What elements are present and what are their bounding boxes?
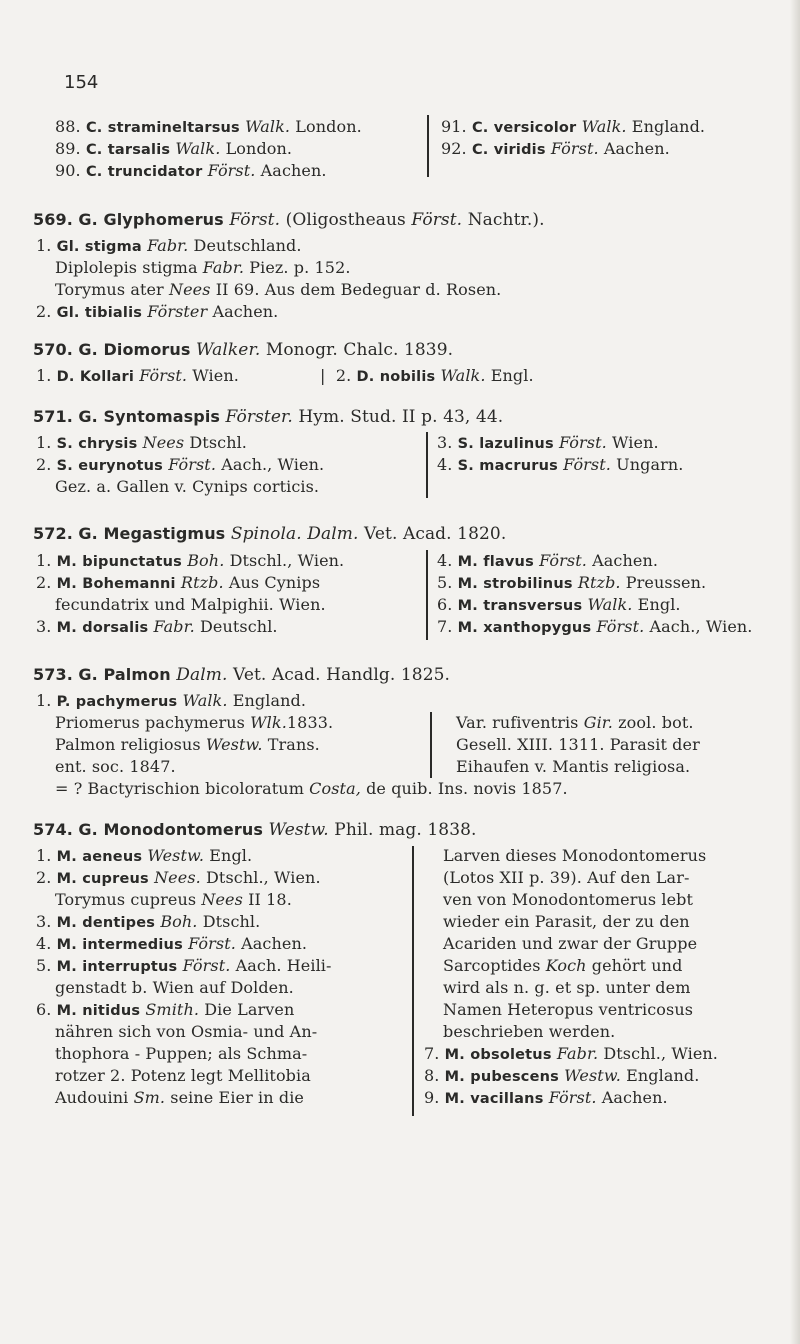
genus-heading-569: 569. G. Glyphomerus Först. (Oligostheaus Först. Nachtr.). xyxy=(33,210,545,230)
species-line: 1. D. Kollari Först. Wien. xyxy=(36,366,239,385)
continuation-line: Eihaufen v. Mantis religiosa. xyxy=(456,757,691,776)
synonym-line: Diplolepis stigma Fabr. Piez. p. 152. xyxy=(55,258,351,277)
continuation-line: Gez. a. Gallen v. Cynips corticis. xyxy=(55,477,320,496)
species-line: 7. M. obsoletus Fabr. Dtschl., Wien. xyxy=(424,1044,718,1063)
species-line: 4. M. flavus Först. Aachen. xyxy=(437,551,659,570)
species-line: 3. S. lazulinus Först. Wien. xyxy=(437,433,659,452)
synonym-line: Torymus ater Nees II 69. Aus dem Bedeguar d. Rosen. xyxy=(55,280,502,299)
species-line: 2. Gl. tibialis Förster Aachen. xyxy=(36,302,279,321)
continuation-line: Larven dieses Monodontomerus xyxy=(443,846,707,865)
species-line: 4. M. intermedius Först. Aachen. xyxy=(36,934,308,953)
species-line: 2. S. eurynotus Först. Aach., Wien. xyxy=(36,455,325,474)
genus-heading-571: 571. G. Syntomaspis Förster. Hym. Stud. II p. 43, 44. xyxy=(33,407,504,427)
synonym-line: = ? Bactyrischion bicoloratum Costa, de quib. Ins. novis 1857. xyxy=(55,779,568,798)
continuation-line: ent. soc. 1847. xyxy=(55,757,176,776)
continuation-line: rotzer 2. Potenz legt Mellitobia xyxy=(55,1066,311,1085)
species-line: 1. S. chrysis Nees Dtschl. xyxy=(36,433,247,452)
species-line: 2. M. Bohemanni Rtzb. Aus Cynips xyxy=(36,573,321,592)
column-divider xyxy=(426,550,428,640)
continuation-line: beschrieben werden. xyxy=(443,1022,616,1041)
species-line: 3. M. dorsalis Fabr. Deutschl. xyxy=(36,617,278,636)
species-line: 2. M. cupreus Nees. Dtschl., Wien. xyxy=(36,868,321,887)
synonym-line: Priomerus pachymerus Wlk.1833. xyxy=(55,713,334,732)
column-divider xyxy=(430,712,432,778)
genus-heading-572: 572. G. Megastigmus Spinola. Dalm. Vet. Acad. 1820. xyxy=(33,524,507,544)
continuation-line: fecundatrix und Malpighii. Wien. xyxy=(55,595,326,614)
continuation-line: ven von Monodontomerus lebt xyxy=(443,890,694,909)
synonym-line: Palmon religiosus Westw. Trans. xyxy=(55,735,320,754)
species-line: 4. S. macrurus Först. Ungarn. xyxy=(437,455,684,474)
genus-heading-574: 574. G. Monodontomerus Westw. Phil. mag. 1838. xyxy=(33,820,477,840)
species-line: 1. P. pachymerus Walk. England. xyxy=(36,691,307,710)
page-edge-shadow xyxy=(790,0,800,1344)
genus-heading-570: 570. G. Diomorus Walker. Monogr. Chalc. 1839. xyxy=(33,340,454,360)
page-number: 154 xyxy=(64,72,99,93)
entry-90: 90. C. truncidator Först. Aachen. xyxy=(55,161,327,180)
variety-line: Var. rufiventris Gir. zool. bot. xyxy=(456,713,694,732)
species-line: 1. M. aeneus Westw. Engl. xyxy=(36,846,253,865)
species-line: 7. M. xanthopygus Först. Aach., Wien. xyxy=(437,617,753,636)
continuation-line: Namen Heteropus ventricosus xyxy=(443,1000,694,1019)
continuation-line: wird als n. g. et sp. unter dem xyxy=(443,978,691,997)
continuation-line: Audouini Sm. seine Eier in die xyxy=(55,1088,304,1107)
species-line: 5. M. interruptus Först. Aach. Heili- xyxy=(36,956,332,975)
species-line: 6. M. nitidus Smith. Die Larven xyxy=(36,1000,295,1019)
continuation-line: Sarcoptides Koch gehört und xyxy=(443,956,683,975)
continuation-line: Gesell. XIII. 1311. Parasit der xyxy=(456,735,700,754)
column-divider xyxy=(412,846,414,1116)
continuation-line: genstadt b. Wien auf Dolden. xyxy=(55,978,294,997)
species-line: 1. M. bipunctatus Boh. Dtschl., Wien. xyxy=(36,551,345,570)
species-line: 1. Gl. stigma Fabr. Deutschland. xyxy=(36,236,302,255)
continuation-line: thophora - Puppen; als Schma- xyxy=(55,1044,308,1063)
species-line: | 2. D. nobilis Walk. Engl. xyxy=(320,366,534,385)
column-divider xyxy=(426,432,428,498)
entry-92: 92. C. viridis Först. Aachen. xyxy=(441,139,670,158)
continuation-line: wieder ein Parasit, der zu den xyxy=(443,912,690,931)
genus-heading-573: 573. G. Palmon Dalm. Vet. Acad. Handlg. 1825. xyxy=(33,665,451,685)
species-line: 3. M. dentipes Boh. Dtschl. xyxy=(36,912,261,931)
species-line: 5. M. strobilinus Rtzb. Preussen. xyxy=(437,573,707,592)
species-line: 8. M. pubescens Westw. England. xyxy=(424,1066,700,1085)
continuation-line: Acariden und zwar der Gruppe xyxy=(443,934,698,953)
continuation-line: Torymus cupreus Nees II 18. xyxy=(55,890,292,909)
species-line: 9. M. vacillans Först. Aachen. xyxy=(424,1088,668,1107)
species-line: 6. M. transversus Walk. Engl. xyxy=(437,595,681,614)
continuation-line: (Lotos XII p. 39). Auf den Lar- xyxy=(443,868,690,887)
column-divider xyxy=(427,115,429,177)
entry-91: 91. C. versicolor Walk. England. xyxy=(441,117,706,136)
entry-88: 88. C. stramineltarsus Walk. London. xyxy=(55,117,362,136)
continuation-line: nähren sich von Osmia- und An- xyxy=(55,1022,318,1041)
entry-89: 89. C. tarsalis Walk. London. xyxy=(55,139,293,158)
